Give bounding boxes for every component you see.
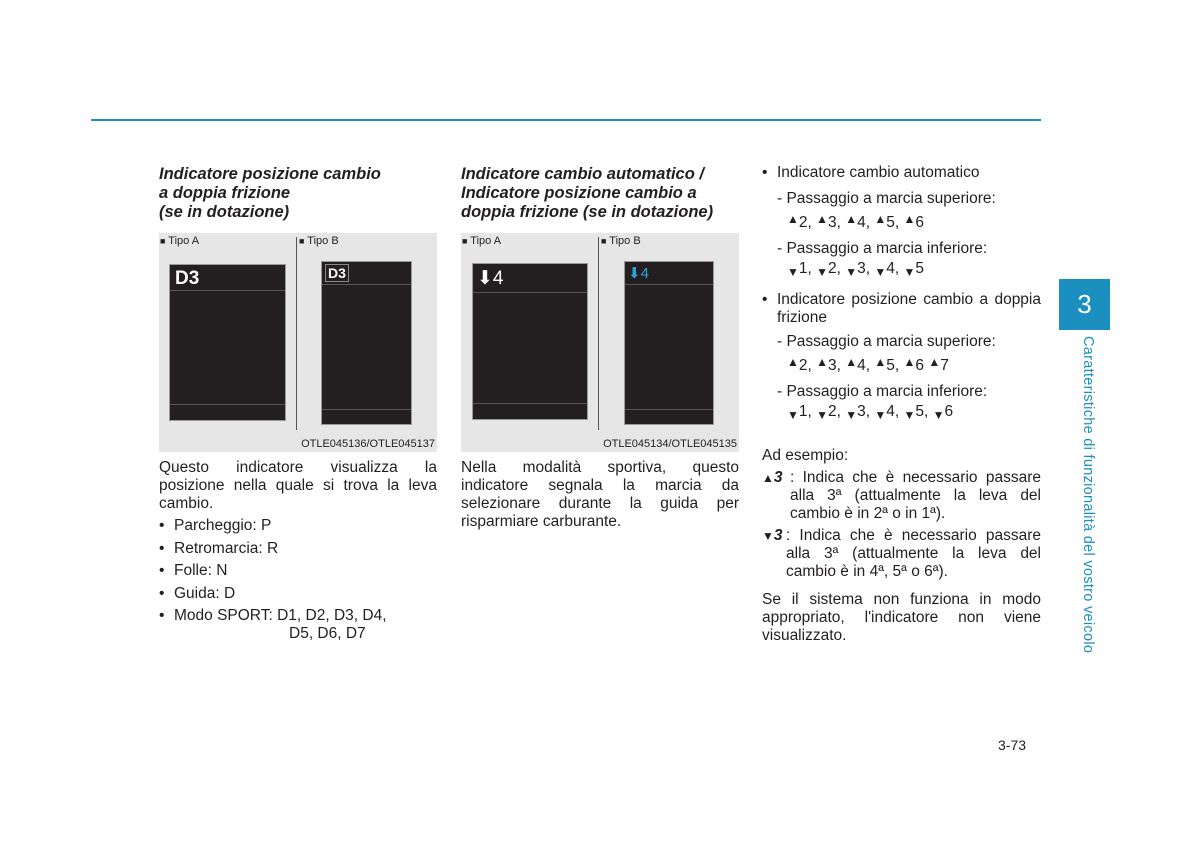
example-text: : Indica che è necessario passare alla 3ª (attualmente la leva del cambio è in 4ª, 5ª o 6ª).	[786, 527, 1041, 580]
gear-number: 1,	[798, 260, 817, 277]
upshift-values	[777, 209, 1041, 233]
gear-number: 4,	[886, 403, 904, 420]
screen-line	[625, 284, 713, 285]
list-item: • Retromarcia: R	[159, 540, 437, 558]
heading-line: Indicatore cambio automatico /	[461, 165, 704, 183]
cluster-screen-type-b	[321, 261, 412, 425]
triangle-down-icon: ▼	[787, 265, 799, 279]
triangle-up-icon: ▲	[787, 355, 799, 369]
gear-display: D3	[325, 264, 349, 282]
down-arrow-icon: ⬇	[477, 268, 493, 289]
downshift-values	[777, 402, 1041, 425]
downshift-label: - Passaggio a marcia inferiore:	[777, 383, 988, 400]
gear-number: 6	[915, 357, 929, 374]
list-item: • Parcheggio: P	[159, 517, 437, 535]
header-rule	[91, 119, 1041, 121]
gear-shift-display: ⬇4	[628, 265, 649, 282]
triangle-down-icon: ▼	[903, 408, 916, 422]
gear-number: 4,	[857, 214, 875, 231]
figure-divider	[296, 237, 297, 430]
column-1-heading	[159, 165, 439, 222]
triangle-up-icon: ▲	[928, 355, 941, 369]
triangle-up-icon: ▲	[874, 355, 887, 369]
cluster-screen-type-a	[169, 264, 286, 421]
triangle-up-icon: ▲	[845, 212, 858, 226]
example-upshift	[762, 469, 1041, 523]
upshift-label: - Passaggio a marcia superiore:	[777, 333, 996, 350]
figure-dct-indicator	[159, 233, 437, 452]
gear-number: 2,	[828, 403, 846, 420]
indicator-list	[762, 164, 1041, 182]
triangle-up-icon: ▲	[903, 212, 916, 226]
sub-list	[762, 332, 1041, 425]
list-item: • Folle: N	[159, 562, 437, 580]
paragraph: Nella modalità sportiva, questo indicatore segnala la marcia da selezionare durante la guida per risparmiare carburante.	[461, 459, 739, 530]
gear-number: 7	[940, 357, 949, 374]
screen-line	[170, 404, 285, 405]
column-1-text	[159, 459, 437, 648]
gear-number: 5,	[886, 214, 904, 231]
gear-number: 4,	[857, 357, 875, 374]
triangle-down-icon: ▼	[816, 265, 829, 279]
list-item-sport: • Modo SPORT: D1, D2, D3, D4, D5, D6, D7	[159, 607, 437, 643]
footer-paragraph: Se il sistema non funziona in modo appropriato, l'indicatore non viene visualizzato.	[762, 591, 1041, 644]
sub-list	[762, 189, 1041, 282]
example-text: : Indica che è necessario passare alla 3ª (attualmente la leva del cambio è in 2ª o in 1ª).	[790, 469, 1041, 522]
screen-line	[322, 284, 411, 285]
type-a-label: ■ Tipo A	[462, 235, 502, 247]
indicator-list	[762, 291, 1041, 327]
triangle-down-icon: ▼	[903, 265, 916, 279]
gear-number: 1,	[798, 403, 817, 420]
cluster-screen-type-a	[472, 263, 588, 420]
triangle-up-icon: ▲	[874, 212, 887, 226]
heading-line: Indicatore posizione cambio a	[461, 184, 697, 202]
gear-number: 4,	[886, 260, 904, 277]
gear-number: 3,	[857, 260, 875, 277]
list-item: • Indicatore posizione cambio a doppia frizione	[762, 291, 1041, 327]
heading-line: a doppia frizione	[159, 184, 291, 202]
column-2-text	[461, 459, 739, 531]
gear-number: 3,	[828, 357, 846, 374]
gear-number: 2,	[798, 214, 817, 231]
downshift-label: - Passaggio a marcia inferiore:	[777, 240, 988, 257]
triangle-down-icon: ▼	[762, 529, 774, 543]
column-3	[762, 164, 1041, 645]
list-item: • Indicatore cambio automatico	[762, 164, 1041, 182]
gear-number: 5,	[886, 357, 904, 374]
example-label: Ad esempio:	[762, 447, 849, 464]
downshift-symbol: ▼3	[762, 527, 783, 544]
figure-caption: OTLE045136/OTLE045137	[301, 438, 435, 450]
down-arrow-icon: ⬇	[628, 265, 641, 282]
upshift-values	[777, 352, 1041, 376]
screen-line	[625, 409, 713, 410]
figure-caption: OTLE045134/OTLE045135	[603, 438, 737, 450]
upshift-label: - Passaggio a marcia superiore:	[777, 190, 996, 207]
page-number: 3-73	[998, 737, 1027, 753]
triangle-up-icon: ▲	[816, 212, 829, 226]
triangle-down-icon: ▼	[874, 265, 887, 279]
triangle-down-icon: ▼	[845, 265, 858, 279]
gear-number: 2,	[828, 260, 846, 277]
heading-line: doppia frizione (se in dotazione)	[461, 203, 714, 221]
example-downshift	[762, 527, 1041, 581]
chapter-title-vertical: Caratteristiche di funzionalità del vostro veicolo	[1080, 336, 1096, 654]
heading-line: Indicatore posizione cambio	[159, 165, 381, 183]
upshift-symbol: ▲3	[762, 469, 783, 486]
gear-list	[159, 517, 437, 643]
paragraph: Questo indicatore visualizza la posizione nella quale si trova la leva cambio.	[159, 459, 437, 512]
gear-shift-display: ⬇4	[477, 268, 504, 289]
list-item: • Guida: D	[159, 585, 437, 603]
column-2-heading	[461, 165, 746, 222]
figure-shift-indicator	[461, 233, 739, 452]
gear-number: 5	[915, 260, 925, 277]
triangle-up-icon: ▲	[787, 212, 799, 226]
gear-number: 3,	[857, 403, 875, 420]
screen-line	[473, 403, 587, 404]
cluster-screen-type-b	[624, 261, 714, 425]
gear-display: D3	[175, 268, 200, 289]
triangle-up-icon: ▲	[816, 355, 829, 369]
triangle-down-icon: ▼	[845, 408, 858, 422]
gear-number: 5,	[915, 403, 933, 420]
triangle-up-icon: ▲	[903, 355, 916, 369]
triangle-down-icon: ▼	[932, 408, 945, 422]
triangle-down-icon: ▼	[787, 408, 799, 422]
heading-line: (se in dotazione)	[159, 203, 290, 221]
screen-line	[322, 409, 411, 410]
screen-line	[170, 290, 285, 291]
triangle-down-icon: ▼	[874, 408, 887, 422]
type-a-label: ■ Tipo A	[160, 235, 200, 247]
screen-line	[473, 292, 587, 293]
gear-number: 3,	[828, 214, 846, 231]
chapter-tab: 3	[1059, 279, 1110, 330]
triangle-up-icon: ▲	[762, 471, 774, 485]
gear-number: 6	[944, 403, 954, 420]
figure-divider	[598, 237, 599, 430]
type-b-label: ■ Tipo B	[601, 235, 641, 247]
downshift-values	[777, 259, 1041, 282]
triangle-down-icon: ▼	[816, 408, 829, 422]
gear-number: 6	[915, 214, 925, 231]
triangle-up-icon: ▲	[845, 355, 858, 369]
type-b-label: ■ Tipo B	[299, 235, 339, 247]
gear-number: 2,	[798, 357, 817, 374]
